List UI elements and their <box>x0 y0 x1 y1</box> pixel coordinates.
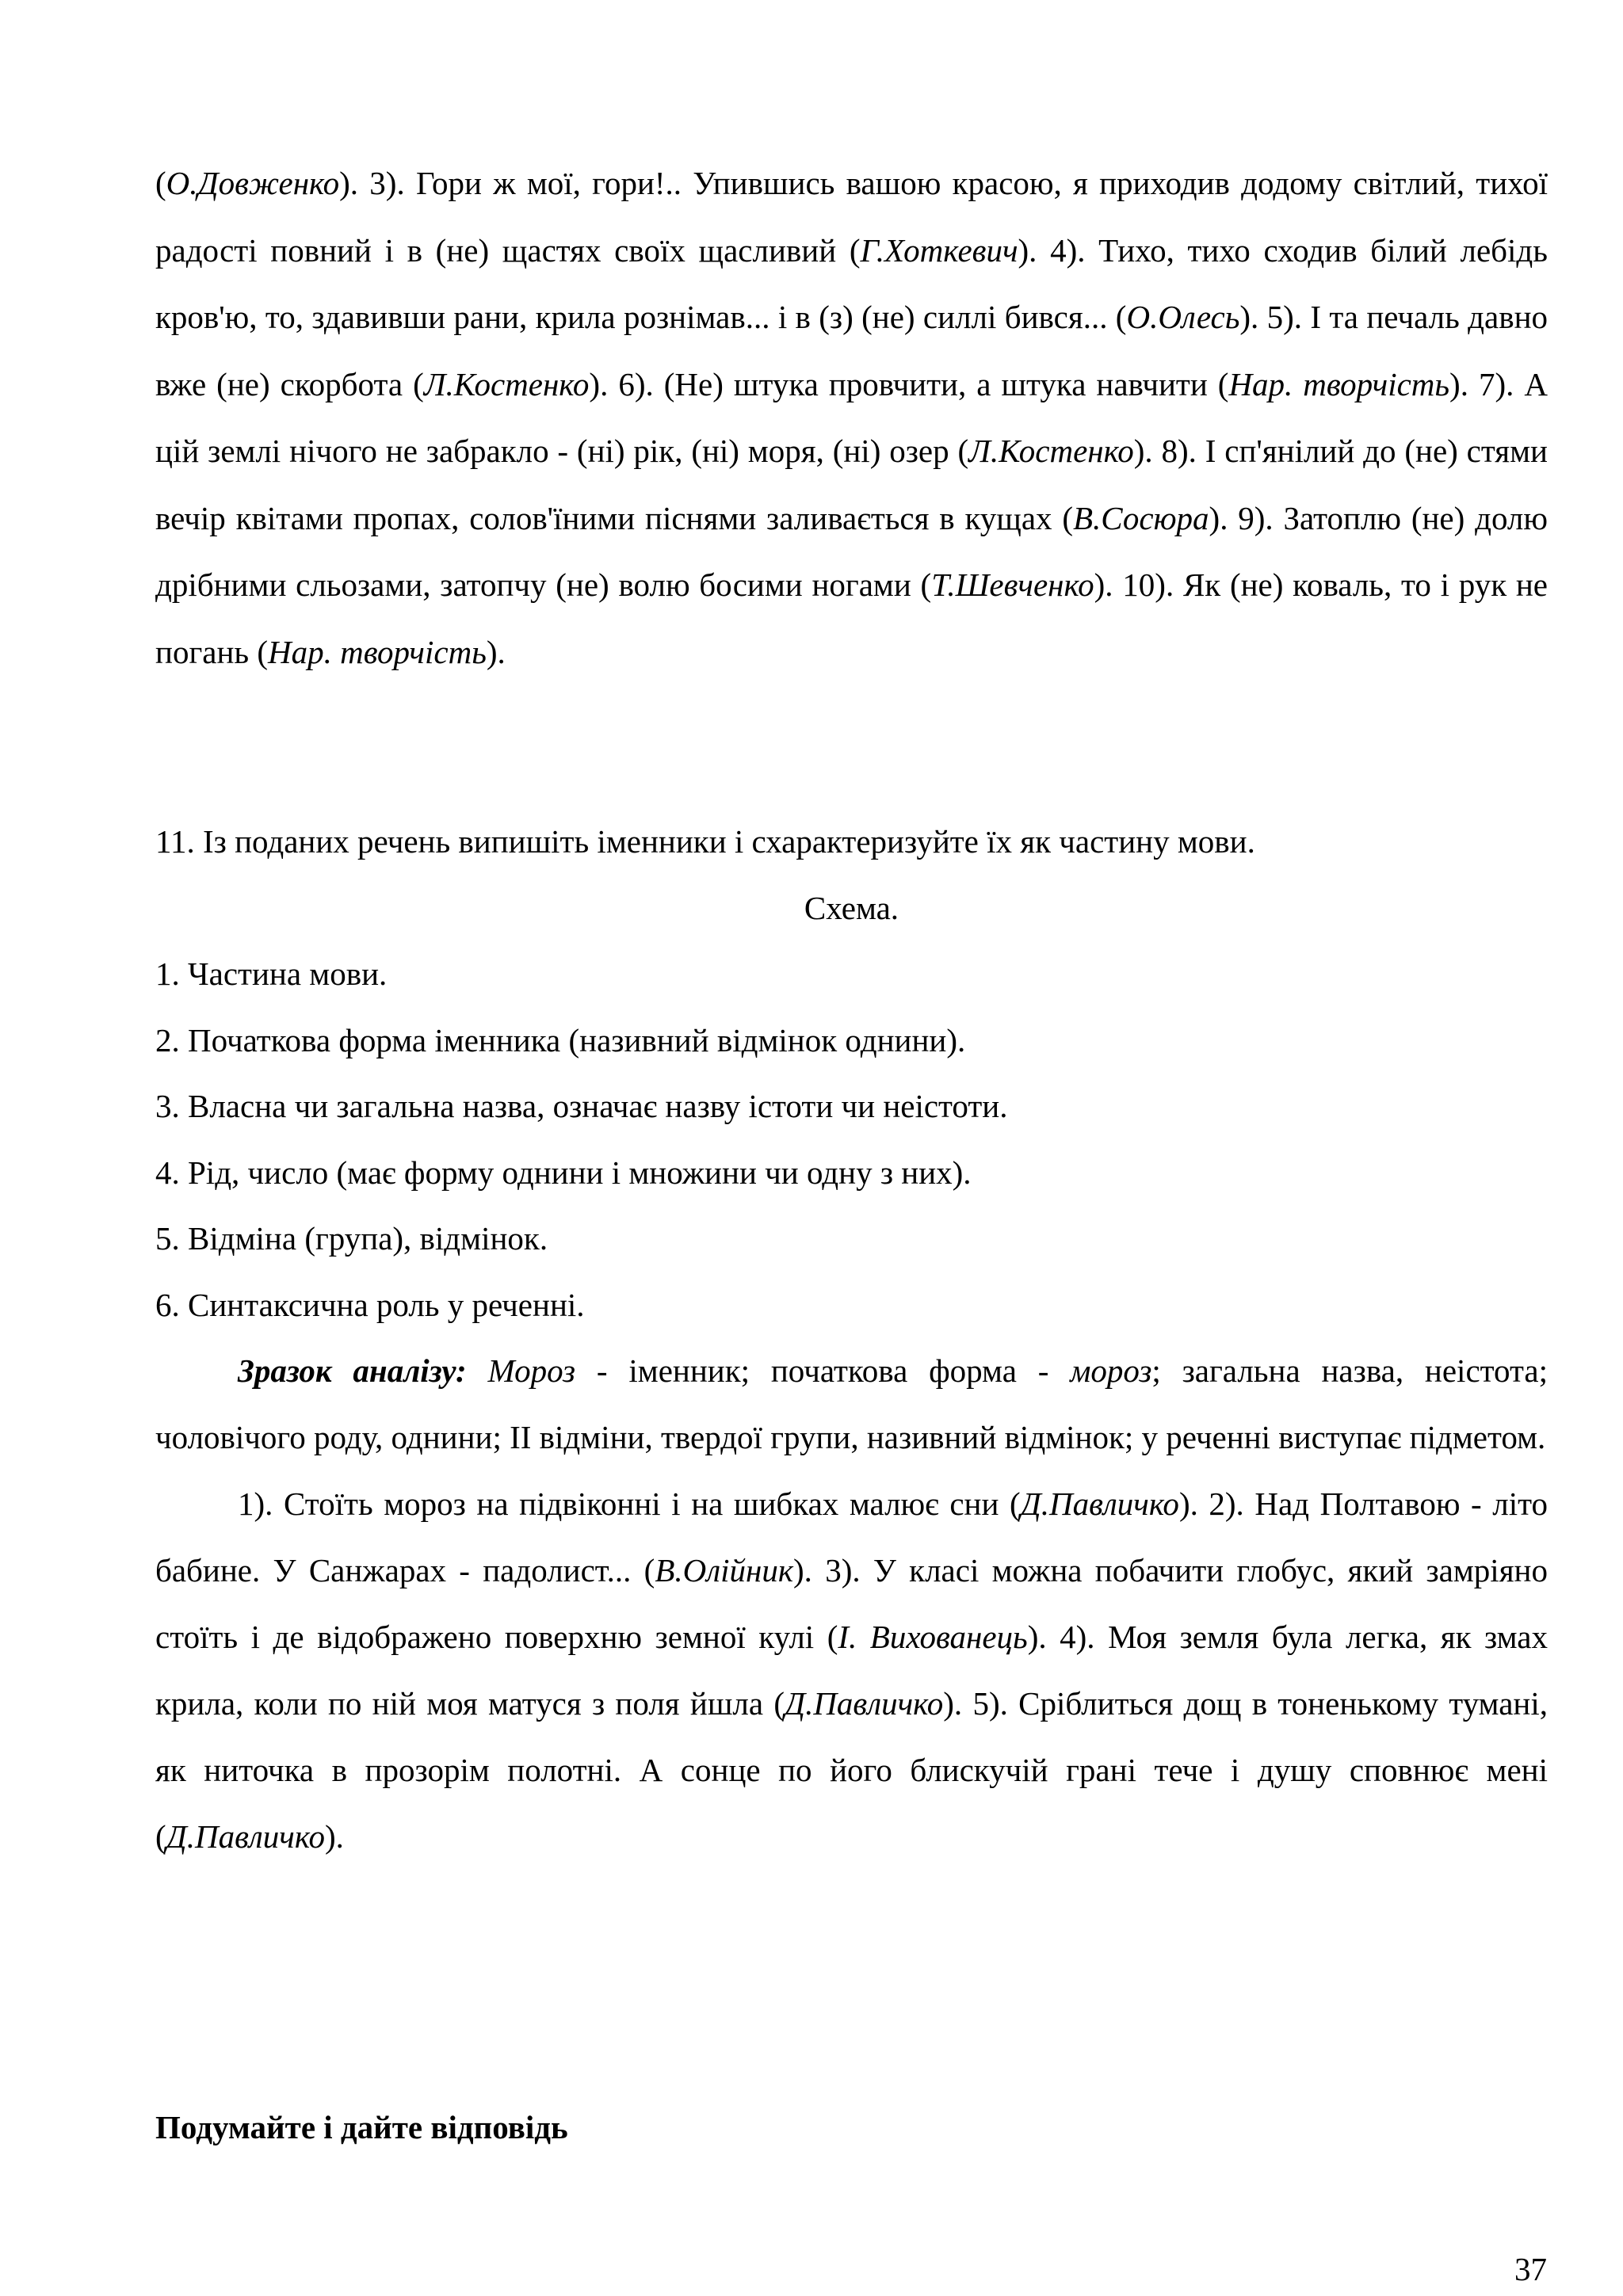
examples-paragraph-2: 1). Стоїть мороз на підвіконні і на шибках малює сни (Д.Павличко). 2). Над Полтавою - літо бабине. У Санжарах - падолист... (В.Олійник). 3). У класі можна побачити глобус, який замріяно стоїть і де відображено поверхню земної кулі (І. Вихованець). 4). Моя земля була легка, як змах крила, коли по ній моя матуся з поля йшла (Д.Павличко). 5). Сріблиться дощ в тоненькому тумані, як ниточка в прозорім полотні. А сонце по його блискучій грані тече і душу сповнює мені (Д.Павличко). <box>155 1486 1549 1855</box>
section-heading: Подумайте і дайте відповідь <box>155 2109 568 2145</box>
scheme-item: 1. Частина мови. <box>155 955 388 992</box>
author-citation: Д.Павличко <box>784 1685 944 1722</box>
scheme-item: 5. Відміна (група), відмінок. <box>155 1220 548 1257</box>
page-number: 37 <box>1514 2251 1547 2287</box>
author-citation: В.Сосюра <box>1073 499 1209 536</box>
author-citation: Л.Костенко <box>968 433 1134 469</box>
examples-paragraph-1: (О.Довженко). 3). Гори ж мої, гори!.. Упившись вашою красою, я приходив додому світлий, тихої радості повний і в (не) щастях своїх щасливий (Г.Хоткевич). 4). Тихо, тихо сходив білий лебідь кров'ю, то, здавивши рани, крила рознімав... і в (з) (не) силлі бився... (О.Олесь). 5). І та печаль давно вже (не) скорбота (Л.Костенко). 6). (Не) штука провчити, а штука навчити (Нар. творчість). 7). А цій землі нічого не забракло - (ні) рік, (ні) моря, (ні) озер (Л.Костенко). 8). І сп'янілий до (не) стями вечір квітами пропах, солов'їними піснями заливається в кущах (В.Сосюра). 9). Затоплю (не) долю дрібними сльозами, затопчу (не) волю босими ногами (Т.Шевченко). 10). Як (не) коваль, то і рук не погань (Нар. творчість). <box>155 165 1549 670</box>
author-citation: Д.Павличко <box>1020 1486 1179 1522</box>
sample-word: Мороз <box>487 1352 576 1389</box>
author-citation: Нар. творчість <box>1228 365 1450 402</box>
author-citation: Т.Шевченко <box>931 566 1094 603</box>
scheme-title: Схема. <box>804 889 899 926</box>
author-citation: Нар. творчість <box>268 633 487 670</box>
author-citation: І. Вихованець <box>838 1619 1028 1655</box>
author-citation: Д.Павличко <box>166 1818 325 1855</box>
author-citation: Л.Костенко <box>423 365 590 402</box>
scheme-item: 2. Початкова форма іменника (називний відмінок однини). <box>155 1021 966 1058</box>
author-citation: Г.Хоткевич <box>860 231 1018 269</box>
scheme-item: 4. Рід, число (має форму однини і множини чи одну з них). <box>155 1154 972 1191</box>
author-citation: О.Олесь <box>1126 299 1240 335</box>
sample-label: Зразок аналізу: <box>238 1352 467 1389</box>
author-citation: О.Довженко <box>166 165 340 201</box>
task-instruction: 11. Із поданих речень випишіть іменники і схарактеризуйте їх як частину мови. <box>155 823 1255 860</box>
exercise-11 <box>155 809 1548 1870</box>
author-citation: В.Олійник <box>655 1552 794 1589</box>
scheme-item: 3. Власна чи загальна назва, означає назву істоти чи неістоти. <box>155 1088 1008 1124</box>
sample-analysis: Зразок аналізу: Мороз - іменник; початкова форма - мороз; загальна назва, неістота; чоловічого роду, однини; ІІ відміни, твердої групи, називний відмінок; у реченні виступає підметом. <box>155 1352 1548 1455</box>
scheme-item: 6. Синтаксична роль у реченні. <box>155 1286 585 1323</box>
exercise-block-1 <box>155 150 1548 685</box>
sample-form: мороз <box>1070 1352 1152 1389</box>
